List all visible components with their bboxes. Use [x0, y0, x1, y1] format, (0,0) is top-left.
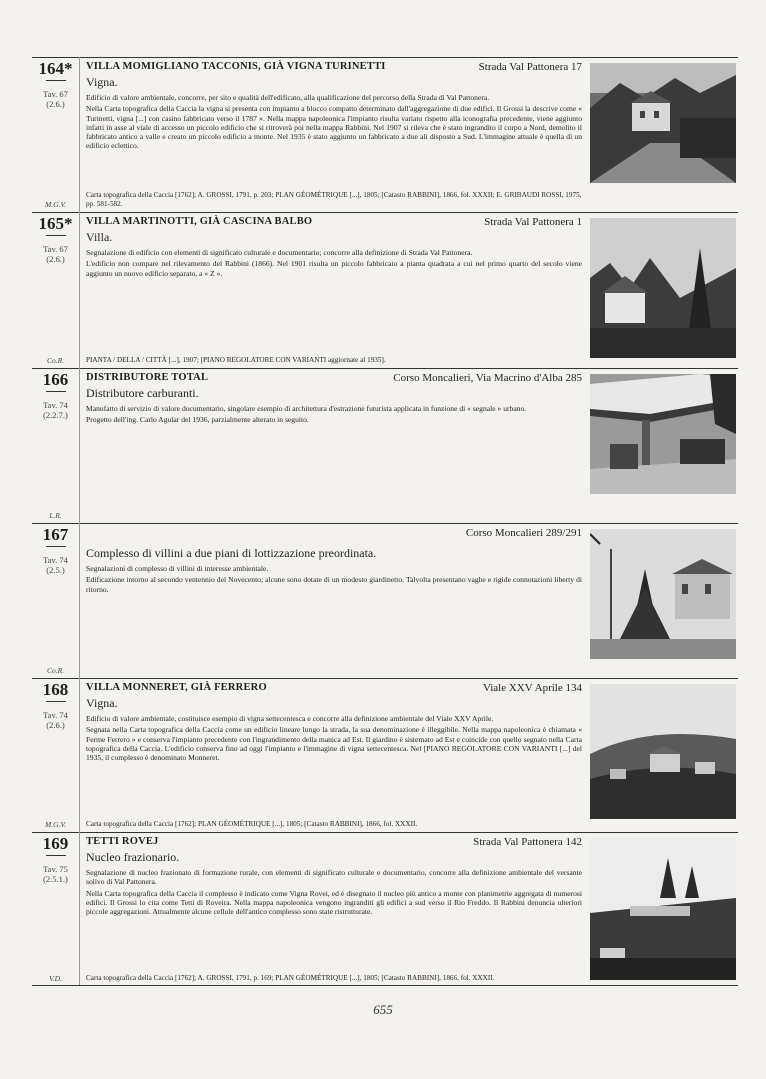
entry-text — [86, 61, 582, 153]
entry-text — [86, 836, 582, 918]
entry-address: Strada Val Pattonera 1 — [484, 216, 582, 228]
entry-type: Nucleo frazionario. — [86, 850, 180, 864]
entry-number: 169 — [42, 834, 69, 853]
entry-number: 168 — [42, 680, 69, 699]
entry-paragraph: Segnalazioni di complesso di villini di interesse ambientale. — [86, 564, 269, 573]
entry-divider-bottom — [32, 985, 738, 986]
entry-number: 164* — [38, 59, 73, 78]
entry-paragraph: Progetto dell'ing. Carlo Agular del 1936, parzialmente alterato in seguito. — [86, 415, 309, 425]
entry-text — [86, 216, 582, 280]
photo-villini-corso-moncalieri — [590, 529, 736, 659]
author-initials: M.G.V. — [45, 820, 66, 829]
entry-references: Carta topografica della Caccia [1762]; A. GROSSI, 1791, p. 169; PLAN GÉOMÉTRIQUE [...], 1805; [Catasto RABBINI], 1866, fol. XXXII. — [86, 974, 495, 983]
tav-code: (2.5.) — [46, 565, 65, 575]
entry-paragraph: Segnalazione di nucleo frazionato di formazione rurale, con elementi di significato culturale e documentario, concorre alla definizione ambientale del versante solivo di Val Pattonera. — [86, 868, 582, 887]
entry-address: Corso Moncalieri 289/291 — [465, 527, 582, 539]
entry-references: Carta topografica della Caccia [1762]; A. GROSSI, 1791, p. 203; PLAN GÉOMÉTRIQUE [...], 1805; [Catasto RABBINI], 1866, fol. XXXII; E. GRIBAUDI ROSSI, 1975, pp. 581-582. — [86, 191, 582, 209]
entry-number-column — [32, 212, 79, 368]
column-rule — [79, 368, 80, 523]
entry-paragraph: Segnata nella Carta topografica della Caccia come un edificio lineare lungo la strada, la sua denominazione è illeggibile. Nella mappa napoleonica è chiamata « Ferme Ferrero » e conserva l'impianto precedente con l'ingrandimento della manica ad Est. Il giardino è sistemato ad Est e coincide con quello segnato nella Carta topografica della Caccia. L'edificio conserva fino ad oggi l'impianto e l'immagine di vigna settecentesca. Nel [PIANO REGOLATORE CON VARIANTI [...] del 1935, il complesso è denominato Monneret. — [86, 725, 582, 763]
tav-code: (2.5.1.) — [43, 874, 68, 884]
entry-paragraph: L'edificio non compare nel rilevamento del Rabbini (1866). Nel 1901 risulta un piccolo fabbricato a pianta quadrata a cui nel primo quarto del secolo viene aggiunto un nuovo edificio separato, a « Z ». — [86, 259, 582, 278]
entry-text — [86, 372, 582, 427]
tav-ref: Tav. 75 — [43, 864, 68, 874]
author-initials: Co.R. — [46, 666, 65, 675]
entry-title: VILLA MOMIGLIANO TACCONIS, GIÀ VIGNA TURINETTI — [86, 61, 386, 72]
entry-divider — [32, 523, 738, 524]
tav-ref: Tav. 74 — [43, 400, 68, 410]
entry-168 — [32, 678, 738, 832]
entry-text — [86, 682, 582, 764]
photo-villa-martinotti — [590, 218, 736, 358]
entry-address: Strada Val Pattonera 142 — [473, 836, 582, 848]
entry-references: Carta topografica della Caccia [1762]; PLAN GÉOMÉTRIQUE [...], 1805; [Catasto RABBINI], 1866, fol. XXXII. — [86, 820, 418, 829]
tav-code: (2.2.7.) — [43, 410, 68, 420]
entry-divider — [32, 368, 738, 369]
entry-number-column — [32, 523, 79, 678]
entry-paragraph: Segnalazione di edificio con elementi di significato culturale e documentario; concorre alla definizione di Strada Val Pattonera. — [86, 248, 473, 257]
entry-paragraph: Edificazione intorno al secondo ventennio del Novecento; alcune sono dotate di un modesto giardinetto. Talvolta presentano vaghe e rigide connotazioni liberty di ritorno. — [86, 575, 582, 594]
entry-type: Vigna. — [86, 75, 118, 89]
tav-ref: Tav. 74 — [43, 555, 68, 565]
entry-number: 167 — [42, 525, 69, 544]
entry-169 — [32, 832, 738, 986]
entry-number-column — [32, 368, 79, 523]
author-initials: V.D. — [49, 974, 62, 983]
entry-divider — [32, 678, 738, 679]
entry-type: Villa. — [86, 230, 113, 244]
column-rule — [79, 678, 80, 832]
tav-code: (2.6.) — [46, 99, 65, 109]
entry-address: Corso Moncalieri, Via Macrino d'Alba 285 — [393, 372, 582, 384]
entry-paragraph: Edificio di valore ambientale, concorre, per sito e qualità dell'edificato, alla qualificazione del percorso della Strada di Val Pattonera. — [86, 93, 490, 102]
entry-number-column — [32, 832, 79, 986]
entry-address: Strada Val Pattonera 17 — [478, 61, 582, 73]
entry-type: Complesso di villini a due piani di lottizzazione preordinata. — [86, 546, 377, 560]
entry-165 — [32, 212, 738, 368]
column-rule — [79, 57, 80, 212]
entry-title: DISTRIBUTORE TOTAL — [86, 372, 209, 383]
entry-number: 165* — [38, 214, 73, 233]
entry-divider — [32, 57, 738, 58]
entry-number-column — [32, 678, 79, 832]
entry-paragraph: Manufatto di servizio di valore documentario, singolare esempio di architettura d'estrazione futurista applicata in funzione di « segnale » urbano. — [86, 404, 527, 413]
tav-ref: Tav. 67 — [43, 89, 68, 99]
photo-tetti-rovej — [590, 838, 736, 980]
entry-type: Vigna. — [86, 696, 118, 710]
tav-ref: Tav. 67 — [43, 244, 68, 254]
tav-code: (2.6.) — [46, 720, 65, 730]
column-rule — [79, 523, 80, 678]
page-number: 655 — [373, 1002, 393, 1017]
entry-title: VILLA MONNERET, GIÀ FERRERO — [86, 682, 267, 693]
column-rule — [79, 212, 80, 368]
entry-divider — [32, 212, 738, 213]
entry-paragraph: Nella Carta topografica della Caccia il complesso è indicato come Vigna Rovei, ed è disegnato il nucleo più antico a monte con planimetrie aggregata di numerosi edifici. Il Grossi lo cita come Tetti di Roveira. Nella mappa napoleonica vengono ingranditi gli edifici a sud verso il Rio Freddo. Il Rabbini denuncia ulteriori piccole aggregazioni. Attualmente alcune cellule dell'antico complesso sono state ristrutturate. — [86, 888, 582, 917]
entry-166 — [32, 368, 738, 523]
entry-title: TETTI ROVEJ — [86, 836, 159, 847]
tav-code: (2.6.) — [46, 254, 65, 264]
author-initials: Co.R. — [46, 356, 65, 365]
entry-title: VILLA MARTINOTTI, GIÀ CASCINA BALBO — [86, 216, 313, 227]
photo-villa-momigliano — [590, 63, 736, 183]
entry-number: 166 — [42, 370, 69, 389]
entry-divider — [32, 832, 738, 833]
entry-address: Viale XXV Aprile 134 — [482, 682, 582, 694]
entry-164 — [32, 57, 738, 212]
entry-references: PIANTA / DELLA / CITTÀ [...], 1907; [PIANO REGOLATORE CON VARIANTI aggiornate al 1935]. — [86, 356, 386, 365]
column-rule — [79, 832, 80, 986]
author-initials: L.R. — [49, 511, 62, 520]
entry-type: Distributore carburanti. — [86, 386, 199, 400]
entry-paragraph: Nella Carta topografica della Caccia la vigna si presenta con impianto a blocco compatto determinato dall'aggregazione di due edifici. Il Grossi la descrive come « Turinetti, vigna [...] con casino fabbricato verso il 1787 ». Nella mappa napoleonica l'impianto risulta variato rispetto alla iconografia precedente, viene aggiunto infatti in asse al viale di accesso un piccolo edificio che si ritroverà poi nella mappa Rabbini. Nel 1907 si rileva che è stato ingrandito il corpo a Nord, demolito il fabbricato antico a valle e creato un piccolo edificio a monte. Nel 1935 è stato aggiunto un fabbricato a due ali disposto a Sud. L'immagine attuale è quella di un edificio eclettico. — [86, 104, 582, 151]
tav-ref: Tav. 74 — [43, 710, 68, 720]
photo-villa-monneret — [590, 684, 736, 819]
author-initials: M.G.V. — [45, 200, 66, 209]
entry-paragraph: Edificio di valore ambientale, costituisce esempio di vigna settecentesca e concorre alla definizione ambientale del Viale XXV Aprile. — [86, 714, 494, 723]
entry-number-column — [32, 57, 79, 212]
photo-distributore-total — [590, 374, 736, 494]
entry-text — [86, 527, 582, 596]
entry-167 — [32, 523, 738, 678]
